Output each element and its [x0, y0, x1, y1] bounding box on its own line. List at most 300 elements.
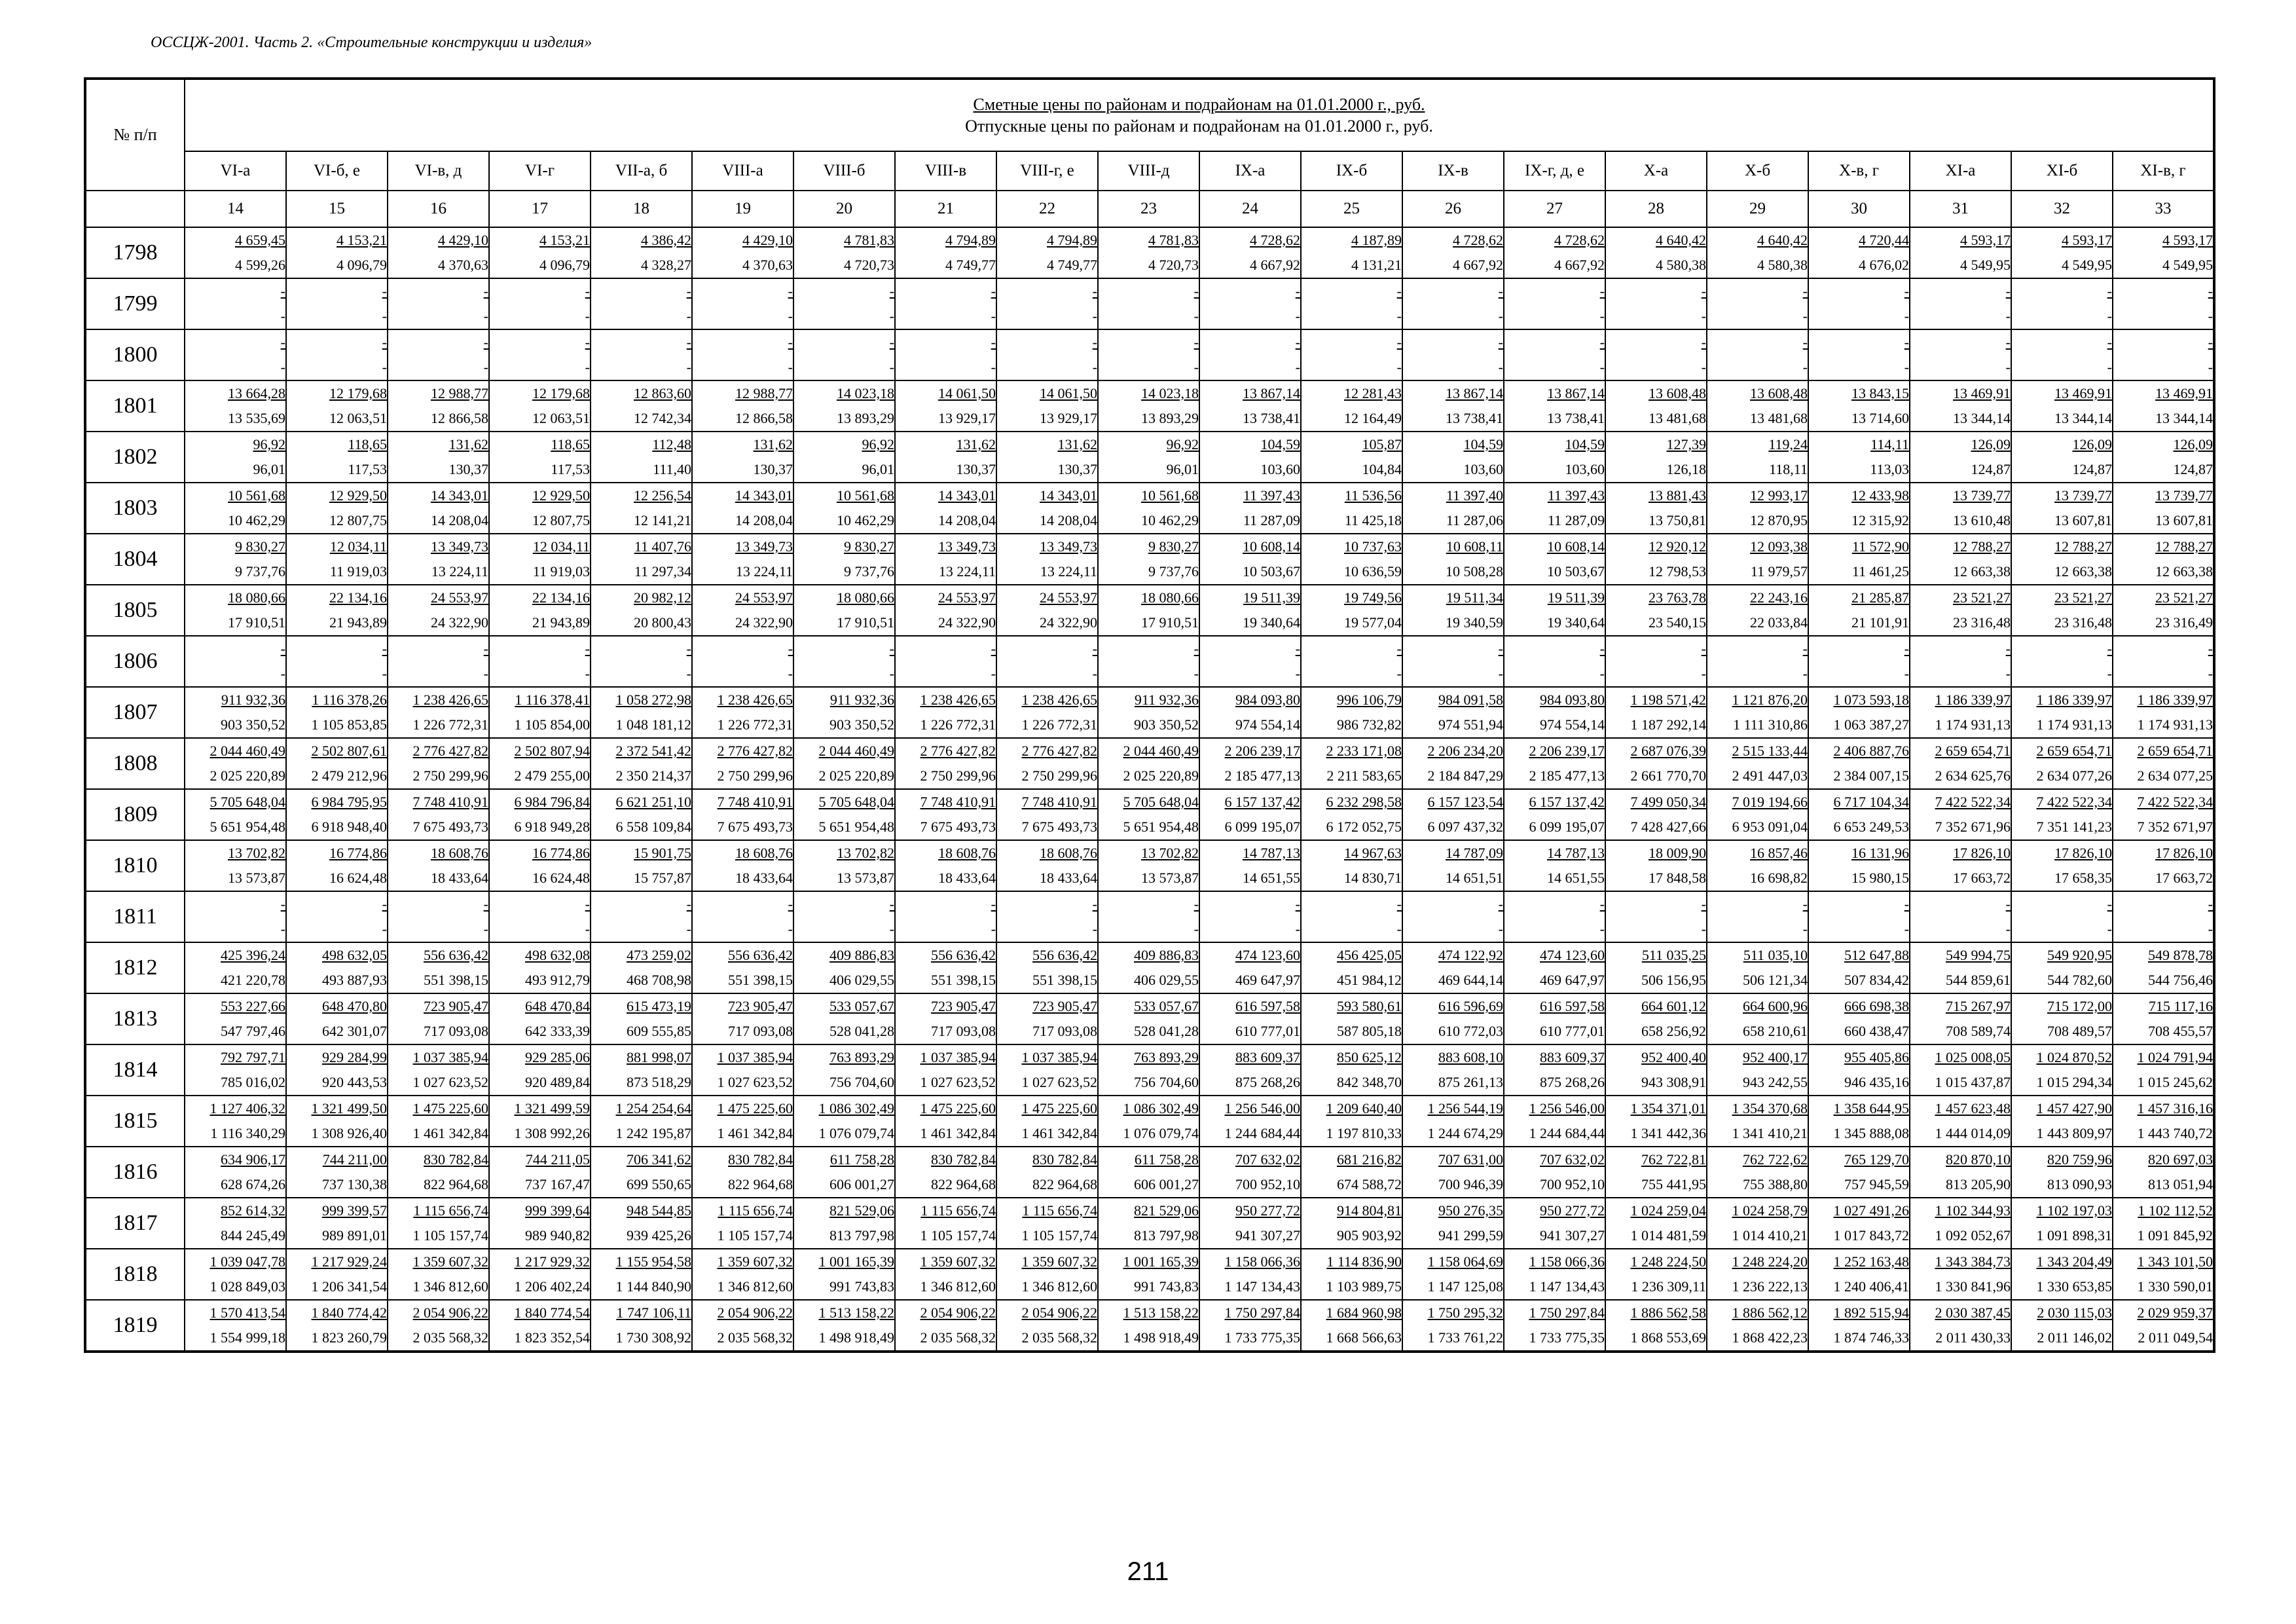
price-cell — [591, 585, 692, 636]
estimate-price: 23 521,27 — [2155, 589, 2213, 606]
region-header: VIII-д — [1098, 151, 1199, 191]
estimate-price: 7 422 522,34 — [1935, 794, 2011, 810]
release-price: 5 651 954,48 — [1123, 819, 1199, 835]
release-price: 6 918 949,28 — [514, 819, 590, 835]
table-row — [85, 585, 2214, 636]
price-cell — [895, 534, 996, 585]
price-cell — [1504, 585, 1605, 636]
estimate-price: 7 748 410,91 — [920, 794, 996, 810]
release-price: 1 668 566,63 — [1326, 1329, 1402, 1346]
estimate-price: 1 024 791,94 — [2137, 1049, 2213, 1065]
estimate-price: 4 640,42 — [1757, 232, 1808, 248]
estimate-price: 9 830,27 — [1148, 538, 1199, 555]
estimate-price: 7 748 410,91 — [717, 794, 793, 810]
estimate-price: 17 826,10 — [2054, 845, 2112, 861]
estimate-price: 7 422 522,34 — [2137, 794, 2213, 810]
row-number: 1798 — [85, 227, 185, 278]
price-cell — [489, 534, 591, 585]
region-header: X-а — [1605, 151, 1707, 191]
release-price: 989 891,01 — [322, 1227, 387, 1244]
estimate-price: 1 840 774,54 — [514, 1304, 590, 1321]
release-price: 2 634 077,25 — [2137, 767, 2213, 784]
estimate-price: 18 080,66 — [837, 589, 894, 606]
estimate-price: 15 901,75 — [634, 845, 691, 861]
release-price: 1 308 926,40 — [311, 1125, 387, 1141]
estimate-price: - — [991, 334, 996, 350]
release-price: 23 316,49 — [2155, 614, 2213, 631]
release-price: - — [1396, 308, 1402, 324]
release-price: 1 330 841,96 — [1935, 1278, 2011, 1295]
release-price: 943 308,91 — [1641, 1074, 1706, 1090]
price-cell — [591, 687, 692, 738]
release-price: 23 316,48 — [1953, 614, 2011, 631]
release-price: 1 341 410,21 — [1732, 1125, 1808, 1141]
price-cell — [489, 942, 591, 993]
price-cell — [1098, 1096, 1199, 1147]
price-cell — [286, 789, 388, 840]
estimate-price: 1 114 836,90 — [1326, 1253, 1402, 1270]
price-cell — [1808, 1096, 1910, 1147]
price-cell — [1707, 1198, 1808, 1249]
table-row — [85, 993, 2214, 1044]
row-number: 1813 — [85, 993, 185, 1044]
estimate-price: 553 227,66 — [221, 998, 285, 1014]
price-cell — [895, 483, 996, 534]
estimate-price: 4 720,44 — [1859, 232, 1909, 248]
release-price: - — [1498, 921, 1503, 937]
release-price: - — [1194, 308, 1199, 324]
region-header: IX-б — [1301, 151, 1402, 191]
estimate-price: 2 659 654,71 — [1935, 743, 2011, 759]
release-price: - — [1092, 359, 1097, 375]
estimate-price: 1 116 378,26 — [312, 692, 387, 708]
release-price: 642 301,07 — [322, 1023, 387, 1039]
estimate-price: 12 034,11 — [532, 538, 590, 555]
release-price: 4 096,79 — [539, 257, 590, 273]
estimate-price: 1 354 371,01 — [1630, 1100, 1706, 1116]
price-cell — [388, 636, 489, 687]
column-number: 28 — [1605, 191, 1707, 227]
estimate-price: 1 186 339,97 — [2036, 692, 2112, 708]
price-cell — [1808, 483, 1910, 534]
release-price: 506 156,95 — [1641, 972, 1706, 988]
release-price: 11 287,06 — [1446, 512, 1503, 528]
release-price: 4 749,77 — [1047, 257, 1097, 273]
estimate-price: - — [2208, 640, 2213, 657]
price-cell — [1402, 687, 1504, 738]
estimate-price: - — [2107, 334, 2112, 350]
release-price: 20 800,43 — [634, 614, 691, 631]
release-price: 757 945,59 — [1844, 1176, 1909, 1192]
price-cell — [489, 1096, 591, 1147]
release-price: 7 675 493,73 — [412, 819, 488, 835]
price-cell — [1402, 380, 1504, 432]
estimate-price: 1 115 656,74 — [920, 1202, 996, 1219]
table-row — [85, 636, 2214, 687]
price-cell — [1808, 1249, 1910, 1300]
release-price: 4 676,02 — [1859, 257, 1909, 273]
estimate-price: - — [2005, 283, 2011, 299]
estimate-price: 1 343 384,73 — [1935, 1253, 2011, 1270]
price-cell — [489, 1198, 591, 1249]
estimate-price: 1 256 546,00 — [1224, 1100, 1300, 1116]
release-price: - — [1295, 359, 1300, 375]
region-header: VIII-в — [895, 151, 996, 191]
release-price: 13 481,68 — [1649, 410, 1706, 426]
release-price: - — [1092, 921, 1097, 937]
price-cell — [1605, 329, 1707, 380]
release-price: - — [1092, 308, 1097, 324]
price-cell — [1402, 227, 1504, 278]
estimate-price: - — [2208, 283, 2213, 299]
estimate-price: 2 406 887,76 — [1833, 743, 1909, 759]
estimate-price: 13 469,91 — [2155, 385, 2213, 401]
release-price: 11 425,18 — [1344, 512, 1402, 528]
price-cell — [185, 1198, 286, 1249]
price-cell — [692, 432, 793, 483]
price-cell — [2011, 227, 2113, 278]
estimate-price: 2 030 115,03 — [2037, 1304, 2112, 1321]
price-cell — [1707, 993, 1808, 1044]
price-cell — [692, 1300, 793, 1352]
price-cell — [1504, 1198, 1605, 1249]
price-cell — [1301, 1147, 1402, 1198]
price-cell — [793, 789, 895, 840]
estimate-price: 1 475 225,60 — [920, 1100, 996, 1116]
estimate-price: 533 057,67 — [1134, 998, 1199, 1014]
release-price: 12 807,75 — [532, 512, 590, 528]
release-price: 813 205,90 — [1946, 1176, 2011, 1192]
price-cell — [185, 891, 286, 942]
release-price: 4 599,26 — [235, 257, 285, 273]
estimate-price: 830 782,84 — [728, 1151, 793, 1168]
price-cell — [1910, 278, 2011, 329]
price-cell — [1098, 738, 1199, 789]
estimate-price: - — [382, 283, 387, 299]
release-price: - — [1904, 359, 1909, 375]
price-cell — [895, 942, 996, 993]
estimate-price: 2 233 171,08 — [1326, 743, 1402, 759]
price-cell — [1605, 1198, 1707, 1249]
release-price: 4 370,63 — [742, 257, 793, 273]
estimate-price: 1 115 656,74 — [1022, 1202, 1097, 1219]
release-price: 946 435,16 — [1844, 1074, 1909, 1090]
release-price: - — [1396, 921, 1402, 937]
release-price: 1 443 809,97 — [2036, 1125, 2112, 1141]
estimate-price: 1 024 258,79 — [1732, 1202, 1808, 1219]
estimate-price: 1 359 607,32 — [717, 1253, 793, 1270]
price-cell — [2011, 1300, 2113, 1352]
release-price: 755 388,80 — [1743, 1176, 1808, 1192]
price-cell — [1707, 687, 1808, 738]
price-cell — [1301, 585, 1402, 636]
release-price: 1 015 437,87 — [1935, 1074, 2011, 1090]
release-price: - — [1599, 308, 1605, 324]
release-price: 17 910,51 — [228, 614, 285, 631]
price-cell — [692, 227, 793, 278]
estimate-price: 105,87 — [1362, 436, 1402, 452]
price-cell — [1402, 840, 1504, 891]
release-price: - — [1802, 308, 1808, 324]
price-cell — [2113, 993, 2214, 1044]
estimate-price: 4 659,45 — [235, 232, 285, 248]
estimate-price: - — [1904, 640, 1909, 657]
release-price: 544 782,60 — [2047, 972, 2112, 988]
price-cell — [1199, 432, 1301, 483]
estimate-price: - — [280, 896, 285, 912]
table-row — [85, 483, 2214, 534]
release-price: 5 651 954,48 — [818, 819, 894, 835]
release-price: 13 224,11 — [938, 563, 996, 580]
row-number: 1809 — [85, 789, 185, 840]
release-price: 658 256,92 — [1641, 1023, 1706, 1039]
price-cell — [286, 942, 388, 993]
release-price: 941 307,27 — [1235, 1227, 1300, 1244]
estimate-price: 13 469,91 — [2054, 385, 2112, 401]
estimate-price: - — [1194, 640, 1199, 657]
price-cell — [1199, 585, 1301, 636]
estimate-price: 12 433,98 — [1851, 487, 1909, 504]
estimate-price: 13 867,14 — [1243, 385, 1300, 401]
price-cell — [1098, 840, 1199, 891]
estimate-price: 549 920,95 — [2047, 947, 2112, 963]
estimate-price: 723 905,47 — [728, 998, 793, 1014]
column-number: 22 — [996, 191, 1098, 227]
price-cell — [692, 1147, 793, 1198]
release-price: 13 224,11 — [1040, 563, 1097, 580]
release-price: 6 918 948,40 — [311, 819, 387, 835]
estimate-price: 13 469,91 — [1953, 385, 2011, 401]
column-number: 15 — [286, 191, 388, 227]
column-number: 33 — [2113, 191, 2214, 227]
estimate-price: 723 905,47 — [1032, 998, 1097, 1014]
column-number: 27 — [1504, 191, 1605, 227]
price-cell — [793, 1147, 895, 1198]
estimate-price: 18 608,76 — [938, 845, 996, 861]
price-cell — [2011, 891, 2113, 942]
release-price: 10 503,67 — [1547, 563, 1605, 580]
price-cell — [1504, 483, 1605, 534]
estimate-price: 4 728,62 — [1554, 232, 1605, 248]
row-number: 1799 — [85, 278, 185, 329]
price-cell — [1504, 1249, 1605, 1300]
price-cell — [692, 534, 793, 585]
release-price: - — [2208, 665, 2213, 682]
price-cell — [1808, 585, 1910, 636]
estimate-price: 12 929,50 — [329, 487, 387, 504]
release-price: 2 035 568,32 — [717, 1329, 793, 1346]
price-cell — [1605, 380, 1707, 432]
price-cell — [895, 840, 996, 891]
price-cell — [388, 432, 489, 483]
release-price: - — [1904, 308, 1909, 324]
release-price: 1 147 134,43 — [1529, 1278, 1605, 1295]
estimate-price: 19 511,39 — [1547, 589, 1605, 606]
column-number-empty — [85, 191, 185, 227]
release-price: 1 868 422,23 — [1732, 1329, 1808, 1346]
release-price: 6 097 437,32 — [1427, 819, 1503, 835]
estimate-price: 1 102 344,93 — [1935, 1202, 2011, 1219]
estimate-price: - — [788, 334, 793, 350]
price-cell — [1707, 789, 1808, 840]
estimate-price: - — [2005, 896, 2011, 912]
estimate-price: - — [1802, 896, 1808, 912]
price-cell — [2011, 483, 2113, 534]
price-cell — [591, 840, 692, 891]
release-price: 551 398,15 — [931, 972, 996, 988]
release-price: 19 340,59 — [1446, 614, 1503, 631]
estimate-price: 14 967,63 — [1344, 845, 1402, 861]
release-price: 21 943,89 — [329, 614, 387, 631]
estimate-price: 474 123,60 — [1540, 947, 1605, 963]
estimate-price: - — [585, 896, 590, 912]
row-number: 1802 — [85, 432, 185, 483]
release-price: 920 489,84 — [525, 1074, 590, 1090]
release-price: 1 144 840,90 — [615, 1278, 691, 1295]
release-price: 113,03 — [1870, 461, 1909, 477]
price-cell — [1402, 942, 1504, 993]
estimate-price: - — [1904, 334, 1909, 350]
price-cell — [1402, 432, 1504, 483]
estimate-price: 5 705 648,04 — [1123, 794, 1199, 810]
price-cell — [692, 891, 793, 942]
estimate-price: 12 920,12 — [1649, 538, 1706, 555]
price-cell — [1402, 1147, 1504, 1198]
estimate-price: 10 608,11 — [1446, 538, 1503, 555]
release-price: 4 549,95 — [2162, 257, 2213, 273]
release-price: 11 461,25 — [1851, 563, 1909, 580]
release-price: - — [686, 308, 691, 324]
release-price: 2 479 255,00 — [514, 767, 590, 784]
price-cell — [1098, 432, 1199, 483]
estimate-price: 762 722,81 — [1641, 1151, 1706, 1168]
estimate-price: - — [585, 283, 590, 299]
price-cell — [996, 432, 1098, 483]
estimate-price: 556 636,42 — [424, 947, 488, 963]
release-price: 2 185 477,13 — [1529, 767, 1605, 784]
estimate-price: - — [1701, 283, 1706, 299]
price-cell — [1098, 942, 1199, 993]
release-price: - — [991, 665, 996, 682]
release-price: - — [1194, 359, 1199, 375]
release-price: 13 344,14 — [1953, 410, 2011, 426]
column-number: 25 — [1301, 191, 1402, 227]
release-price: 96,01 — [253, 461, 285, 477]
table-row — [85, 1198, 2214, 1249]
table-row — [85, 1249, 2214, 1300]
estimate-price: - — [2208, 896, 2213, 912]
price-cell — [286, 1249, 388, 1300]
release-price: 528 041,28 — [1134, 1023, 1199, 1039]
estimate-price: - — [889, 283, 894, 299]
release-price: 1 240 406,41 — [1833, 1278, 1909, 1295]
estimate-price: 1 354 370,68 — [1732, 1100, 1808, 1116]
release-price: 9 737,76 — [844, 563, 894, 580]
release-price: 2 750 299,96 — [717, 767, 793, 784]
release-price: 6 099 195,07 — [1529, 819, 1605, 835]
release-price: - — [280, 665, 285, 682]
price-cell — [793, 380, 895, 432]
price-cell — [2113, 942, 2214, 993]
release-price: 755 441,95 — [1641, 1176, 1706, 1192]
release-price: 4 370,63 — [438, 257, 488, 273]
estimate-price: 950 277,72 — [1540, 1202, 1605, 1219]
region-header: VII-а, б — [591, 151, 692, 191]
release-price: 1 823 260,79 — [311, 1329, 387, 1346]
price-cell — [1605, 789, 1707, 840]
release-price: 130,37 — [753, 461, 793, 477]
estimate-price: 18 608,76 — [1040, 845, 1097, 861]
price-cell — [2011, 329, 2113, 380]
release-price: 4 580,38 — [1757, 257, 1808, 273]
estimate-price: 22 243,16 — [1750, 589, 1808, 606]
estimate-price: - — [1295, 334, 1300, 350]
price-cell — [1808, 1198, 1910, 1249]
price-cell — [185, 1300, 286, 1352]
estimate-price: 1 025 008,05 — [1935, 1049, 2011, 1065]
price-cell — [1402, 534, 1504, 585]
estimate-price: 1 475 225,60 — [412, 1100, 488, 1116]
price-cell — [692, 1044, 793, 1096]
estimate-price: 13 702,82 — [837, 845, 894, 861]
estimate-price: 666 698,38 — [1844, 998, 1909, 1014]
release-price: 4 667,92 — [1250, 257, 1300, 273]
estimate-price: - — [1092, 283, 1097, 299]
estimate-price: 911 932,36 — [1134, 692, 1199, 708]
release-price: 943 242,55 — [1743, 1074, 1808, 1090]
price-cell — [1098, 278, 1199, 329]
estimate-price: 18 608,76 — [431, 845, 488, 861]
estimate-price: 512 647,88 — [1844, 947, 1909, 963]
estimate-price: 6 717 104,34 — [1833, 794, 1909, 810]
release-price: 17 663,72 — [1953, 870, 2011, 886]
estimate-price: 616 597,58 — [1235, 998, 1300, 1014]
release-price: 13 750,81 — [1649, 512, 1706, 528]
release-price: 2 634 625,76 — [1935, 767, 2011, 784]
estimate-price: 19 511,34 — [1446, 589, 1503, 606]
release-price: 1 076 079,74 — [1123, 1125, 1199, 1141]
estimate-price: 6 621 251,10 — [615, 794, 691, 810]
estimate-price: 1 086 302,49 — [818, 1100, 894, 1116]
estimate-price: 12 788,27 — [1953, 538, 2011, 555]
estimate-price: 1 457 623,48 — [1935, 1100, 2011, 1116]
price-cell — [1301, 1249, 1402, 1300]
estimate-price: 104,59 — [1565, 436, 1605, 452]
estimate-price: 4 593,17 — [2162, 232, 2213, 248]
price-cell — [1605, 1147, 1707, 1198]
release-price: 1 874 746,33 — [1833, 1329, 1909, 1346]
estimate-price: 13 702,82 — [1141, 845, 1199, 861]
price-cell — [895, 585, 996, 636]
price-cell — [591, 380, 692, 432]
estimate-price: - — [483, 640, 488, 657]
release-price: 1 823 352,54 — [514, 1329, 590, 1346]
release-price: 12 315,92 — [1851, 512, 1909, 528]
release-price: 1 330 653,85 — [2036, 1278, 2112, 1295]
estimate-price: 13 843,15 — [1851, 385, 1909, 401]
release-price: 7 675 493,73 — [717, 819, 793, 835]
price-cell — [1301, 1096, 1402, 1147]
release-price: - — [686, 921, 691, 937]
row-number: 1811 — [85, 891, 185, 942]
estimate-price: 763 893,29 — [1134, 1049, 1199, 1065]
release-price: 17 848,58 — [1649, 870, 1706, 886]
release-price: 1 105 157,74 — [920, 1227, 996, 1244]
estimate-price: 5 705 648,04 — [818, 794, 894, 810]
estimate-price: 830 782,84 — [1032, 1151, 1097, 1168]
estimate-price: 1 358 644,95 — [1833, 1100, 1909, 1116]
estimate-price: 22 134,16 — [532, 589, 590, 606]
